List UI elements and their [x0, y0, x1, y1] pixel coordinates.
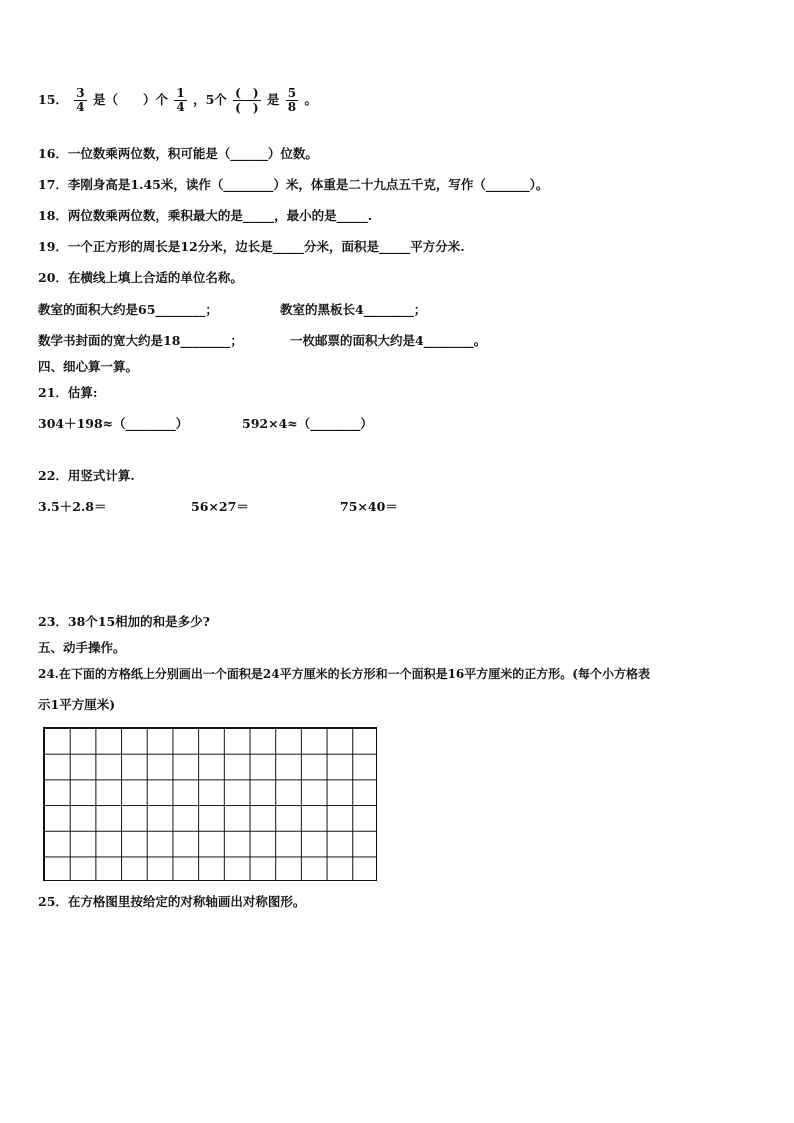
question-24-line-2: 示1平方厘米): [38, 697, 116, 712]
q15-fraction-2: $\frac{1}{4}$: [176, 86, 185, 114]
question-25: 25．在方格图里按给定的对称轴画出对称图形。: [38, 894, 306, 909]
section-4-heading: 四、细心算一算。: [38, 359, 139, 374]
q21-item-a: 304＋198≈（________）: [38, 416, 189, 431]
q22-item-b: 56×27＝: [191, 499, 249, 514]
q20-item-c: 数学书封面的宽大约是18________；: [38, 333, 243, 348]
question-16: 16．一位数乘两位数，积可能是（______）位数。: [38, 146, 318, 161]
q15-number: 15．: [38, 92, 68, 107]
question-18: 18．两位数乘两位数，乘积最大的是_____，最小的是_____.: [38, 208, 373, 223]
q22-item-c: 75×40＝: [340, 499, 398, 514]
q20-item-a: 教室的面积大约是65________；: [38, 302, 218, 317]
question-20-title: 20．在横线上填上合适的单位名称。: [38, 270, 243, 285]
q15-fraction-blank: $\frac{( )}{( )}$: [235, 86, 259, 115]
question-23: 23．38个15相加的和是多少?: [38, 614, 211, 629]
q20-item-b: 教室的黑板长4________；: [280, 302, 427, 317]
question-21-title: 21．估算:: [38, 385, 98, 400]
q21-item-b: 592×4≈（________）: [242, 416, 373, 431]
q15-fraction-1: $\frac{3}{4}$: [76, 86, 85, 114]
q15-text-2: ，5个: [193, 92, 227, 107]
question-22-title: 22．用竖式计算.: [38, 468, 135, 483]
section-5-heading: 五、动手操作。: [38, 640, 126, 655]
q15-text-3: 是: [266, 92, 280, 107]
q15-text-1: 是（ ）个: [92, 92, 168, 107]
question-15: [38, 86, 317, 115]
question-17: 17．李刚身高是1.45米，读作（________）米，体重是二十九点五千克，写作（_______）。: [38, 177, 549, 192]
question-24-line-1: 24.在下面的方格纸上分别画出一个面积是24平方厘米的长方形和一个面积是16平方厘米的正方形。(每个小方格表: [38, 667, 650, 681]
question-19: 19．一个正方形的周长是12分米，边长是_____分米，面积是_____平方分米.: [38, 239, 465, 254]
square-grid-paper: [43, 727, 377, 881]
q22-item-a: 3.5＋2.8＝: [38, 499, 107, 514]
q15-fraction-4: $\frac{5}{8}$: [287, 86, 297, 114]
q20-item-d: 一枚邮票的面积大约是4________。: [290, 333, 487, 348]
q15-text-4: 。: [304, 92, 317, 107]
